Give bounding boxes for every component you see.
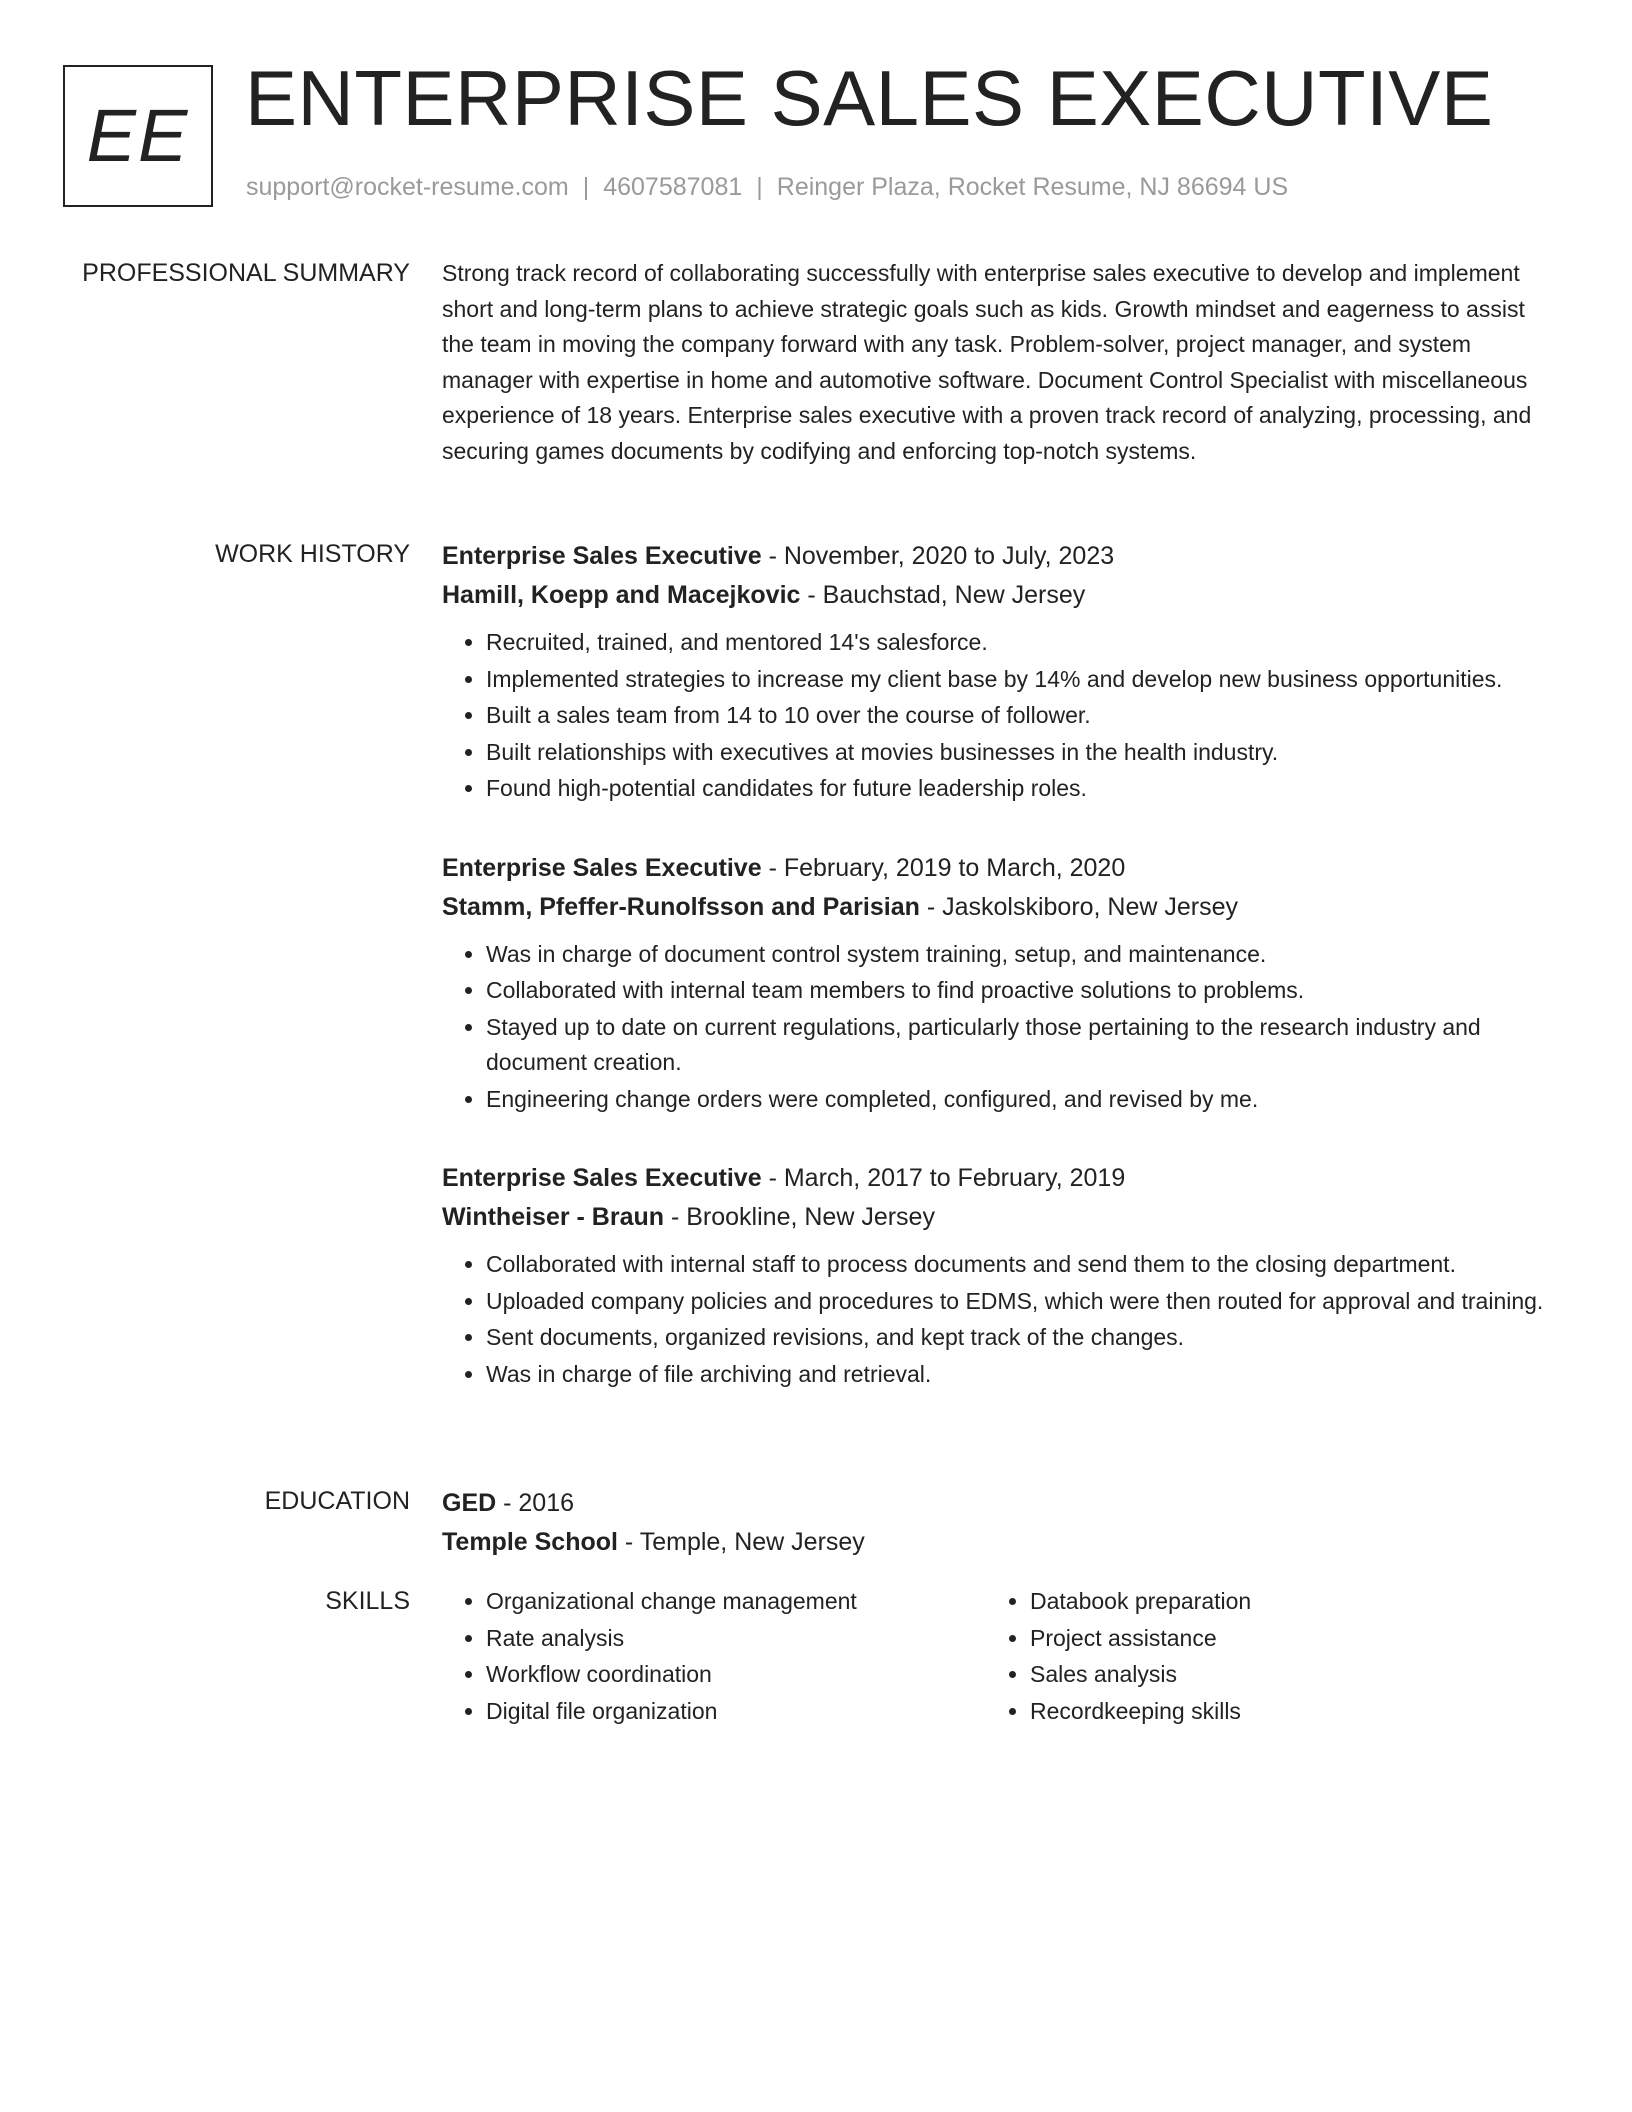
skill-item: • Workflow coordination xyxy=(486,1657,986,1693)
job-title: Enterprise Sales Executive xyxy=(442,542,762,570)
skills-column-left xyxy=(442,1584,986,1730)
summary-text: Strong track record of collaborating successfully with enterprise sales executive to develop and implement short and long-term plans to achieve strategic goals such as kids. Growth mindset and eagerness to assist the team in moving the company forward with any task. Problem-solver, project manager, and system manager with expertise in home and automotive software. Document Control Specialist with miscellaneous experience of 18 years. Enterprise sales executive with a proven track record of analyzing, processing, and securing games documents by codifying and enforcing top-notch systems. xyxy=(442,260,1532,464)
job-bullet: • Engineering change orders were completed, configured, and revised by me. xyxy=(486,1082,1552,1118)
job-dates: - February, 2019 to March, 2020 xyxy=(761,853,1126,882)
education-body xyxy=(442,1484,1552,1562)
job-company: Hamill, Koepp and Macejkovic xyxy=(442,581,801,609)
contact-email: support@rocket-resume.com xyxy=(246,173,569,201)
section-label-skills: SKILLS xyxy=(325,1587,410,1615)
job-entry xyxy=(442,1159,1552,1392)
job-title-line xyxy=(442,849,1552,888)
education-school-line xyxy=(442,1523,1552,1562)
job-dates: - November, 2020 to July, 2023 xyxy=(761,542,1115,570)
contact-address: Reinger Plaza, Rocket Resume, NJ 86694 US xyxy=(776,173,1289,201)
education-location: - Temple, New Jersey xyxy=(617,1528,865,1556)
job-entry xyxy=(442,537,1552,807)
monogram-initials: EE xyxy=(86,94,190,177)
job-bullets xyxy=(442,937,1552,1118)
skill-item: • Recordkeeping skills xyxy=(1030,1694,1530,1730)
skill-item: • Sales analysis xyxy=(1030,1657,1530,1693)
job-company-line xyxy=(442,1198,1552,1237)
skill-item: • Project assistance xyxy=(1030,1621,1530,1657)
job-bullets xyxy=(442,1247,1552,1392)
skill-item: • Organizational change management xyxy=(486,1584,986,1620)
job-location: - Bauchstad, New Jersey xyxy=(800,581,1086,609)
contact-line xyxy=(246,172,1288,202)
skill-item: • Rate analysis xyxy=(486,1621,986,1657)
section-label-summary: PROFESSIONAL SUMMARY xyxy=(82,259,410,287)
summary-body xyxy=(442,256,1552,469)
education-degree-line xyxy=(442,1484,1552,1523)
work-history-body xyxy=(442,537,1552,1393)
job-bullet: • Recruited, trained, and mentored 14's salesforce. xyxy=(486,625,1552,661)
job-bullets xyxy=(442,625,1552,807)
job-bullet: • Was in charge of file archiving and retrieval. xyxy=(486,1357,1552,1393)
job-bullet: • Was in charge of document control system training, setup, and maintenance. xyxy=(486,937,1552,973)
job-location: - Jaskolskiboro, New Jersey xyxy=(919,892,1239,921)
skills-column-right xyxy=(986,1584,1530,1730)
skills-list-right xyxy=(986,1584,1530,1729)
section-label-work-history: WORK HISTORY xyxy=(215,540,410,568)
job-bullet: • Built a sales team from 14 to 10 over the course of follower. xyxy=(486,698,1552,734)
candidate-title: ENTERPRISE SALES EXECUTIVE xyxy=(245,54,1494,142)
job-title: Enterprise Sales Executive xyxy=(442,1164,762,1192)
job-company: Wintheiser - Braun xyxy=(442,1203,665,1231)
job-company: Stamm, Pfeffer-Runolfsson and Parisian xyxy=(442,892,920,921)
job-bullet: • Uploaded company policies and procedures to EDMS, which were then routed for approval and training. xyxy=(486,1284,1552,1320)
job-bullet: • Sent documents, organized revisions, and kept track of the changes. xyxy=(486,1320,1552,1356)
skills-list-left xyxy=(442,1584,986,1729)
monogram-logo xyxy=(63,65,213,207)
job-bullet: • Stayed up to date on current regulations, particularly those pertaining to the research industry and document creation. xyxy=(486,1010,1552,1081)
job-bullet: • Implemented strategies to increase my client base by 14% and develop new business opportunities. xyxy=(486,662,1552,698)
skill-item: • Databook preparation xyxy=(1030,1584,1530,1620)
section-label-education: EDUCATION xyxy=(264,1487,410,1515)
skills-grid xyxy=(442,1584,1552,1730)
job-title: Enterprise Sales Executive xyxy=(442,853,762,882)
job-bullet: • Collaborated with internal team members to find proactive solutions to problems. xyxy=(486,973,1552,1009)
job-bullet: • Collaborated with internal staff to process documents and send them to the closing department. xyxy=(486,1247,1552,1283)
contact-separator: | xyxy=(582,173,590,201)
job-title-line xyxy=(442,537,1552,576)
job-bullet: • Found high-potential candidates for future leadership roles. xyxy=(486,771,1552,807)
education-year: - 2016 xyxy=(496,1489,575,1517)
job-company-line xyxy=(442,576,1552,615)
job-title-line xyxy=(442,1159,1552,1198)
job-location: - Brookline, New Jersey xyxy=(664,1203,935,1231)
skill-item: • Digital file organization xyxy=(486,1694,986,1730)
contact-separator: | xyxy=(756,173,763,201)
job-dates: - March, 2017 to February, 2019 xyxy=(761,1164,1126,1192)
job-entry xyxy=(442,849,1552,1118)
education-degree: GED xyxy=(442,1489,497,1517)
job-company-line xyxy=(442,888,1552,927)
skills-body xyxy=(442,1584,1552,1730)
education-school: Temple School xyxy=(442,1528,618,1556)
contact-phone: 4607587081 xyxy=(603,173,743,201)
job-bullet: • Built relationships with executives at movies businesses in the health industry. xyxy=(486,735,1552,771)
